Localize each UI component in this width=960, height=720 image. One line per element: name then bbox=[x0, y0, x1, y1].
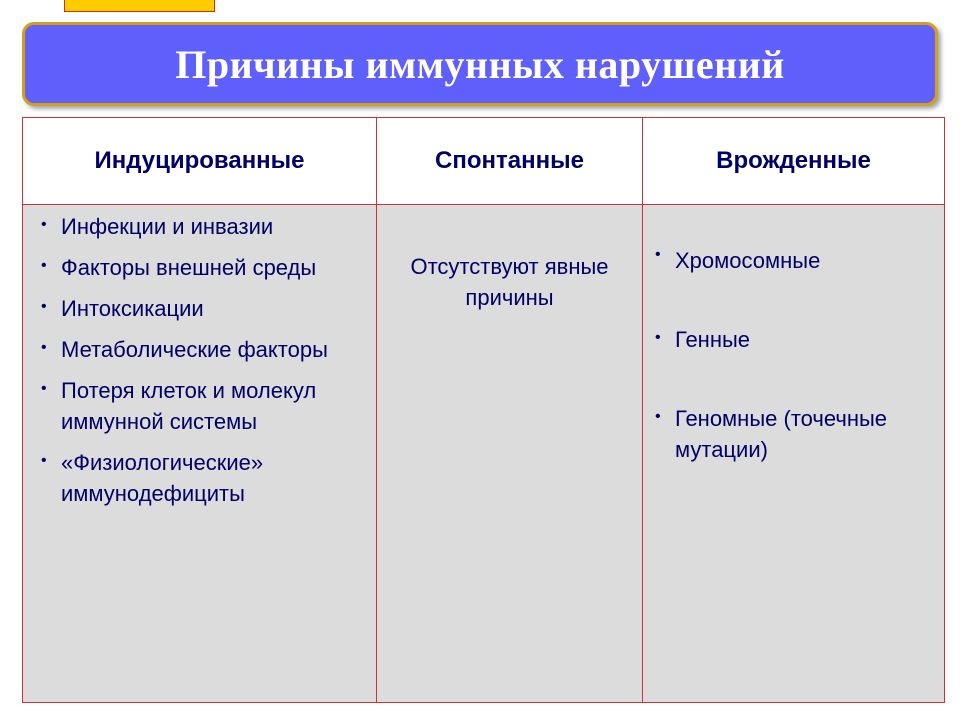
list-item: • Потеря клеток и молекул иммунной системы bbox=[39, 375, 366, 437]
spontaneous-text: Отсутствуют явные причины bbox=[410, 254, 609, 310]
bullet-dot-icon: • bbox=[41, 380, 47, 397]
content-row bbox=[23, 205, 945, 703]
cell-induced bbox=[23, 205, 377, 703]
header-spontaneous: Спонтанные bbox=[377, 118, 643, 205]
bullet-dot-icon: • bbox=[41, 298, 47, 315]
causes-table bbox=[22, 117, 945, 703]
list-item: • Интоксикации bbox=[39, 293, 366, 324]
bullet-dot-icon: • bbox=[41, 257, 47, 274]
page-title: Причины иммунных нарушений bbox=[175, 41, 785, 87]
list-item: • Инфекции и инвазии bbox=[39, 211, 366, 242]
bullet-dot-icon: • bbox=[655, 329, 661, 346]
innate-list bbox=[653, 245, 934, 465]
header-row bbox=[23, 118, 945, 205]
bullet-dot-icon: • bbox=[41, 216, 47, 233]
list-item: • Факторы внешней среды bbox=[39, 252, 366, 283]
cell-innate bbox=[643, 205, 945, 703]
list-item: • Хромосомные bbox=[653, 245, 934, 276]
bullet-dot-icon: • bbox=[41, 339, 47, 356]
list-item: • Генные bbox=[653, 324, 934, 355]
list-item: • Метаболические факторы bbox=[39, 334, 366, 365]
top-accent-bar bbox=[64, 0, 215, 12]
header-innate: Врожденные bbox=[643, 118, 945, 205]
title-banner bbox=[22, 22, 938, 106]
induced-list bbox=[39, 211, 366, 509]
bullet-dot-icon: • bbox=[41, 452, 47, 469]
cell-spontaneous bbox=[377, 205, 643, 703]
list-item: • Геномные (точечные мутации) bbox=[653, 403, 934, 465]
bullet-dot-icon: • bbox=[655, 408, 661, 425]
header-induced: Индуцированные bbox=[23, 118, 377, 205]
bullet-dot-icon: • bbox=[655, 246, 661, 263]
list-item: • «Физиологические» иммунодефициты bbox=[39, 447, 366, 509]
